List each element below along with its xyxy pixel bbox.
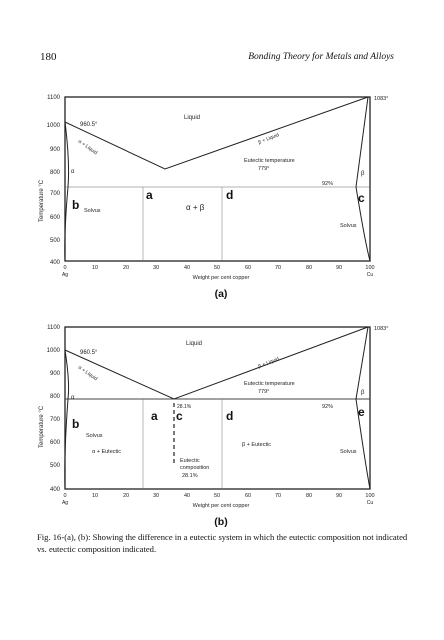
point-a: a xyxy=(151,409,158,423)
label-alpha-liquid: α + Liquid xyxy=(76,138,99,157)
label-92pct: 92% xyxy=(322,181,334,187)
point-c: c xyxy=(176,409,183,423)
y-axis-label: Temperature °C xyxy=(39,405,45,448)
label-solvus-right: Solvus xyxy=(340,223,357,229)
label-ag-melt: 960.5° xyxy=(80,350,98,356)
x-tick: 20 xyxy=(122,265,130,271)
label-alpha: α xyxy=(71,395,75,401)
y-axis-label: Temperature °C xyxy=(39,179,45,222)
y-tick: 1000 xyxy=(46,123,60,129)
y-tick: 400 xyxy=(49,260,60,266)
x-tick: 40 xyxy=(183,493,191,499)
x-axis-label: Weight per cent copper xyxy=(192,503,250,509)
x-tick: 30 xyxy=(152,493,160,499)
y-tick: 800 xyxy=(49,394,60,400)
y-tick: 600 xyxy=(49,440,60,446)
y-tick: 400 xyxy=(49,487,60,493)
figure-a xyxy=(34,92,409,302)
x-axis-label: Weight per cent copper xyxy=(192,275,250,281)
x-tick: 0 xyxy=(63,493,67,499)
label-beta-liquid: β + Liquid xyxy=(257,132,281,146)
label-alpha-beta: α + β xyxy=(186,203,205,212)
x-tick: 0 xyxy=(63,265,67,271)
x-tick: 100 xyxy=(365,493,375,499)
point-b: b xyxy=(72,417,80,431)
label-cu-melt: 1083° xyxy=(374,326,389,332)
x-end-ag: Ag xyxy=(61,500,69,506)
running-title: Bonding Theory for Metals and Alloys xyxy=(248,52,394,62)
label-liquid: Liquid xyxy=(186,341,203,347)
x-tick: 20 xyxy=(122,493,130,499)
label-beta: β xyxy=(361,171,365,177)
point-e: e xyxy=(358,405,365,419)
label-eutectic-temp: Eutectic temperature xyxy=(244,158,295,164)
figure-caption: Fig. 16-(a), (b): Showing the difference in a eutectic system in which the eutectic composition not indicated vs. eutectic composition indicated. xyxy=(37,532,408,554)
x-tick: 40 xyxy=(183,265,191,271)
x-end-cu: Cu xyxy=(366,272,374,278)
label-eutectic-comp-1: Eutectic xyxy=(180,458,200,464)
point-d: d xyxy=(226,188,234,202)
x-tick: 70 xyxy=(274,493,282,499)
phase-diagram-b xyxy=(34,322,409,532)
x-tick: 80 xyxy=(305,493,313,499)
page-number: 180 xyxy=(40,51,57,63)
label-eutectic-comp-2: composition xyxy=(180,465,210,471)
label-eutectic-temp-val: 779° xyxy=(258,389,270,395)
y-tick: 700 xyxy=(49,191,60,197)
point-b: b xyxy=(72,198,80,212)
y-tick: 1100 xyxy=(47,325,60,331)
label-solvus-left: Solvus xyxy=(86,433,103,439)
x-tick: 90 xyxy=(335,265,343,271)
x-tick: 60 xyxy=(244,493,252,499)
label-92pct: 92% xyxy=(322,404,334,410)
y-tick: 1000 xyxy=(46,348,60,354)
label-281pct-top: 28.1% xyxy=(177,404,192,410)
y-tick: 900 xyxy=(49,371,60,377)
x-tick: 10 xyxy=(91,493,99,499)
label-eutectic-temp-val: 779° xyxy=(258,166,270,172)
y-tick: 800 xyxy=(49,170,60,176)
label-beta: β xyxy=(361,390,365,396)
label-beta-eutectic: β + Eutectic xyxy=(242,442,271,448)
y-tick: 600 xyxy=(49,215,60,221)
y-tick: 900 xyxy=(49,147,60,153)
label-eutectic-comp-3: 28.1% xyxy=(182,473,198,479)
label-ag-melt: 960.5° xyxy=(80,122,98,128)
y-tick: 700 xyxy=(49,417,60,423)
label-solvus-right: Solvus xyxy=(340,449,357,455)
x-tick: 50 xyxy=(213,265,221,271)
figure-b xyxy=(34,322,409,532)
phase-diagram-a xyxy=(34,92,409,302)
x-tick: 100 xyxy=(365,265,375,271)
x-tick: 70 xyxy=(274,265,282,271)
x-tick: 90 xyxy=(335,493,343,499)
x-tick: 80 xyxy=(305,265,313,271)
y-tick: 500 xyxy=(49,238,60,244)
label-liquid: Liquid xyxy=(184,115,201,121)
y-tick: 1100 xyxy=(47,95,60,101)
point-c: c xyxy=(358,191,365,205)
y-tick: 500 xyxy=(49,463,60,469)
label-solvus-left: Solvus xyxy=(84,208,101,214)
point-a: a xyxy=(146,188,153,202)
x-tick: 10 xyxy=(91,265,99,271)
label-eutectic-temp: Eutectic temperature xyxy=(244,381,295,387)
x-end-ag: Ag xyxy=(61,272,69,278)
x-end-cu: Cu xyxy=(366,500,374,506)
label-alpha-eutectic: α + Eutectic xyxy=(92,449,122,455)
figure-label-a: (a) xyxy=(214,288,228,300)
label-alpha-liquid: α + Liquid xyxy=(76,364,99,383)
x-tick: 30 xyxy=(152,265,160,271)
label-beta-liquid: β + Liquid xyxy=(257,356,281,370)
x-tick: 50 xyxy=(213,493,221,499)
point-d: d xyxy=(226,409,234,423)
x-tick: 60 xyxy=(244,265,252,271)
figure-label-b: (b) xyxy=(214,516,228,528)
label-alpha: α xyxy=(71,169,75,175)
label-cu-melt: 1083° xyxy=(374,96,389,102)
